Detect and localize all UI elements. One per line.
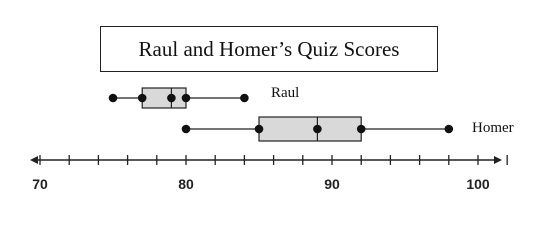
raul-point	[240, 94, 249, 103]
chart-title: Raul and Homer’s Quiz Scores	[138, 36, 400, 61]
tick-label-100: 100	[466, 176, 490, 192]
raul-point	[138, 94, 147, 103]
homer-point	[255, 125, 264, 134]
series-label-raul: Raul	[271, 85, 300, 101]
homer-box	[259, 117, 361, 141]
homer-point	[313, 125, 322, 134]
raul-point	[109, 94, 118, 103]
raul-point	[167, 94, 176, 103]
raul-box	[142, 88, 186, 108]
series-label-homer: Homer	[472, 120, 514, 136]
chart-title-box	[100, 26, 438, 72]
axis-arrow-right	[494, 156, 502, 164]
raul-point	[182, 94, 191, 103]
homer-point	[445, 125, 454, 134]
tick-label-80: 80	[178, 176, 194, 192]
tick-label-70: 70	[32, 176, 48, 192]
homer-point	[357, 125, 366, 134]
tick-label-90: 90	[324, 176, 340, 192]
homer-point	[182, 125, 191, 134]
axis-arrow-left	[30, 156, 38, 164]
